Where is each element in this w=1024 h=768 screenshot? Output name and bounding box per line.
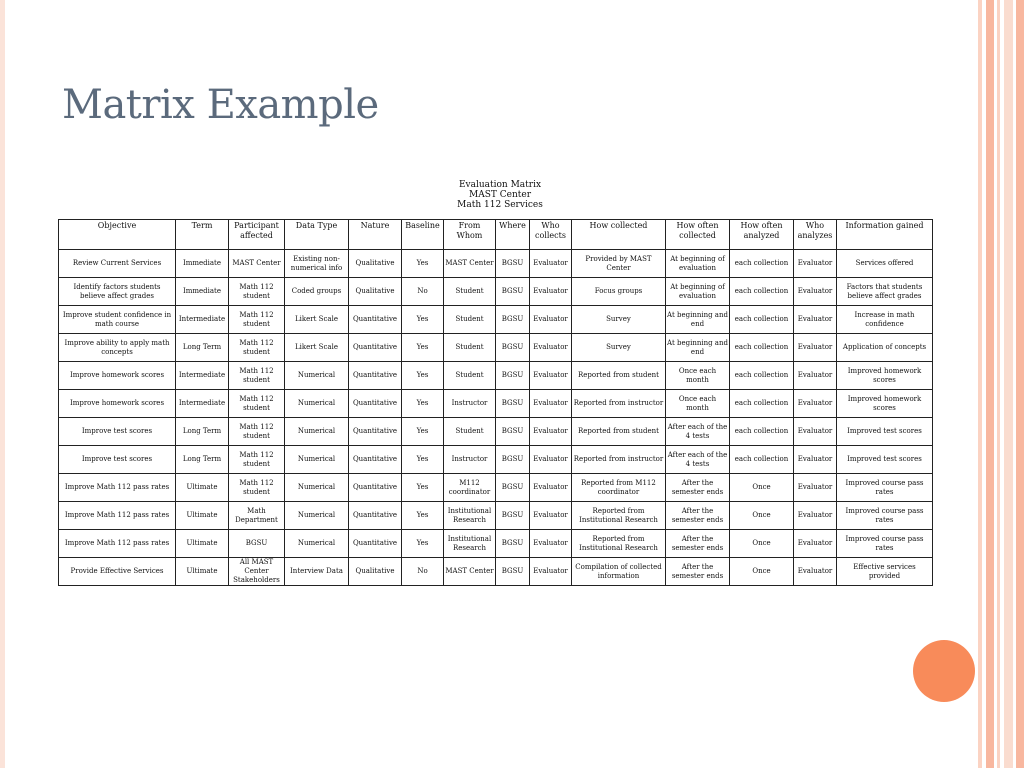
table-row <box>59 418 933 446</box>
table-cell: Ultimate <box>176 530 229 558</box>
table-cell: Evaluator <box>794 558 837 586</box>
evaluation-matrix-table <box>58 219 933 586</box>
table-cell: Reported from Institutional Research <box>572 530 666 558</box>
table-cell: Once <box>730 502 794 530</box>
column-header: Participant affected <box>229 220 285 250</box>
table-cell: Evaluator <box>794 502 837 530</box>
table-cell: Once <box>730 530 794 558</box>
table-cell: Reported from student <box>572 418 666 446</box>
table-cell: Quantitative <box>349 306 402 334</box>
table-cell: Existing non-numerical info <box>285 250 349 278</box>
table-cell: Improve Math 112 pass rates <box>59 474 176 502</box>
column-header: Term <box>176 220 229 250</box>
column-header: Who collects <box>530 220 572 250</box>
table-cell: Student <box>444 362 496 390</box>
matrix-header-row <box>59 220 933 250</box>
table-cell: Reported from student <box>572 362 666 390</box>
table-cell: BGSU <box>229 530 285 558</box>
table-cell: Evaluator <box>794 306 837 334</box>
table-cell: Yes <box>402 362 444 390</box>
table-cell: Evaluator <box>530 502 572 530</box>
table-cell: Yes <box>402 530 444 558</box>
table-cell: Evaluator <box>530 362 572 390</box>
table-cell: Math 112 student <box>229 474 285 502</box>
table-cell: Provided by MAST Center <box>572 250 666 278</box>
column-header: Who analyzes <box>794 220 837 250</box>
table-cell: BGSU <box>496 418 530 446</box>
table-cell: Services offered <box>837 250 933 278</box>
table-cell: BGSU <box>496 306 530 334</box>
table-cell: Survey <box>572 306 666 334</box>
table-cell: BGSU <box>496 278 530 306</box>
table-cell: Immediate <box>176 250 229 278</box>
table-cell: At beginning of evaluation <box>666 250 730 278</box>
table-cell: Likert Scale <box>285 334 349 362</box>
table-cell: At beginning of evaluation <box>666 278 730 306</box>
decorative-stripe <box>978 0 982 768</box>
table-cell: Evaluator <box>530 474 572 502</box>
table-row <box>59 362 933 390</box>
table-cell: Improve ability to apply math concepts <box>59 334 176 362</box>
table-cell: Yes <box>402 250 444 278</box>
column-header: Where <box>496 220 530 250</box>
column-header: From Whom <box>444 220 496 250</box>
decorative-circle <box>913 640 975 702</box>
table-cell: Improve test scores <box>59 446 176 474</box>
table-cell: Long Term <box>176 334 229 362</box>
table-cell: Student <box>444 278 496 306</box>
table-cell: Math 112 student <box>229 306 285 334</box>
table-cell: After each of the 4 tests <box>666 418 730 446</box>
matrix-title: Evaluation Matrix <box>458 180 542 190</box>
table-cell: Improved course pass rates <box>837 530 933 558</box>
table-cell: BGSU <box>496 390 530 418</box>
table-cell: MAST Center <box>229 250 285 278</box>
table-cell: each collection <box>730 250 794 278</box>
table-cell: Quantitative <box>349 446 402 474</box>
table-cell: Quantitative <box>349 390 402 418</box>
column-header: Data Type <box>285 220 349 250</box>
table-cell: At beginning and end <box>666 334 730 362</box>
table-cell: Math Department <box>229 502 285 530</box>
table-row <box>59 446 933 474</box>
table-cell: Evaluator <box>794 390 837 418</box>
table-cell: Reported from instructor <box>572 446 666 474</box>
table-cell: Reported from Institutional Research <box>572 502 666 530</box>
table-cell: Yes <box>402 334 444 362</box>
table-cell: Improve homework scores <box>59 390 176 418</box>
table-cell: Increase in math confidence <box>837 306 933 334</box>
table-cell: At beginning and end <box>666 306 730 334</box>
table-cell: Improve homework scores <box>59 362 176 390</box>
table-cell: Evaluator <box>530 530 572 558</box>
table-cell: Evaluator <box>794 362 837 390</box>
table-cell: Student <box>444 418 496 446</box>
table-cell: Evaluator <box>530 250 572 278</box>
table-cell: Improve student confidence in math course <box>59 306 176 334</box>
table-cell: Reported from instructor <box>572 390 666 418</box>
table-cell: After the semester ends <box>666 530 730 558</box>
table-cell: Improve test scores <box>59 418 176 446</box>
table-cell: Improved course pass rates <box>837 502 933 530</box>
table-cell: MAST Center <box>444 250 496 278</box>
table-cell: Yes <box>402 502 444 530</box>
table-cell: Evaluator <box>794 334 837 362</box>
table-cell: Once <box>730 558 794 586</box>
table-cell: After the semester ends <box>666 474 730 502</box>
table-cell: M112 coordinator <box>444 474 496 502</box>
table-cell: Yes <box>402 474 444 502</box>
evaluation-matrix <box>58 219 932 586</box>
table-row <box>59 250 933 278</box>
table-cell: Numerical <box>285 362 349 390</box>
table-cell: Improve Math 112 pass rates <box>59 530 176 558</box>
table-cell: Qualitative <box>349 558 402 586</box>
table-cell: Math 112 student <box>229 334 285 362</box>
table-cell: each collection <box>730 446 794 474</box>
table-cell: Improved course pass rates <box>837 474 933 502</box>
table-cell: No <box>402 278 444 306</box>
table-cell: Evaluator <box>530 334 572 362</box>
table-row <box>59 530 933 558</box>
table-cell: BGSU <box>496 362 530 390</box>
table-cell: Math 112 student <box>229 362 285 390</box>
table-cell: Improved test scores <box>837 418 933 446</box>
table-cell: Qualitative <box>349 250 402 278</box>
table-cell: Math 112 student <box>229 418 285 446</box>
table-cell: Survey <box>572 334 666 362</box>
table-cell: Yes <box>402 306 444 334</box>
table-cell: Once each month <box>666 390 730 418</box>
table-cell: Likert Scale <box>285 306 349 334</box>
table-cell: Numerical <box>285 390 349 418</box>
table-row <box>59 278 933 306</box>
column-header: How often analyzed <box>730 220 794 250</box>
table-cell: Numerical <box>285 502 349 530</box>
table-row <box>59 390 933 418</box>
table-cell: BGSU <box>496 446 530 474</box>
table-cell: Evaluator <box>794 278 837 306</box>
table-cell: Evaluator <box>794 530 837 558</box>
column-header: Information gained <box>837 220 933 250</box>
table-cell: Institutional Research <box>444 502 496 530</box>
table-cell: Evaluator <box>530 558 572 586</box>
table-cell: Evaluator <box>794 446 837 474</box>
table-cell: Math 112 student <box>229 446 285 474</box>
table-cell: Quantitative <box>349 474 402 502</box>
table-cell: Effective services provided <box>837 558 933 586</box>
table-cell: each collection <box>730 390 794 418</box>
table-cell: Reported from M112 coordinator <box>572 474 666 502</box>
table-cell: each collection <box>730 334 794 362</box>
table-cell: Student <box>444 334 496 362</box>
table-cell: Math 112 student <box>229 278 285 306</box>
table-cell: BGSU <box>496 334 530 362</box>
table-cell: BGSU <box>496 474 530 502</box>
table-cell: Once <box>730 474 794 502</box>
table-cell: Ultimate <box>176 502 229 530</box>
table-cell: All MAST Center Stakeholders <box>229 558 285 586</box>
table-cell: Immediate <box>176 278 229 306</box>
matrix-document-header <box>440 180 560 210</box>
table-cell: Institutional Research <box>444 530 496 558</box>
table-cell: Yes <box>402 390 444 418</box>
table-cell: Evaluator <box>530 306 572 334</box>
table-cell: Evaluator <box>530 278 572 306</box>
decorative-stripe <box>997 0 1000 768</box>
column-header: Objective <box>59 220 176 250</box>
table-cell: Evaluator <box>530 418 572 446</box>
table-cell: Ultimate <box>176 474 229 502</box>
table-cell: Compilation of collected information <box>572 558 666 586</box>
table-cell: Student <box>444 306 496 334</box>
table-cell: Improved test scores <box>837 446 933 474</box>
table-cell: Application of concepts <box>837 334 933 362</box>
table-cell: Instructor <box>444 446 496 474</box>
decorative-stripe <box>1016 0 1024 768</box>
table-cell: Review Current Services <box>59 250 176 278</box>
table-cell: Long Term <box>176 418 229 446</box>
table-row <box>59 334 933 362</box>
table-cell: Intermediate <box>176 362 229 390</box>
table-cell: Numerical <box>285 530 349 558</box>
table-cell: Improve Math 112 pass rates <box>59 502 176 530</box>
slide-title: Matrix Example <box>62 82 379 128</box>
table-cell: Math 112 student <box>229 390 285 418</box>
table-cell: each collection <box>730 418 794 446</box>
table-cell: BGSU <box>496 530 530 558</box>
decorative-stripe <box>1004 0 1013 768</box>
table-cell: Evaluator <box>794 418 837 446</box>
table-cell: Factors that students believe affect grades <box>837 278 933 306</box>
table-row <box>59 474 933 502</box>
table-cell: BGSU <box>496 250 530 278</box>
decorative-stripe <box>986 0 994 768</box>
table-cell: Quantitative <box>349 334 402 362</box>
table-cell: BGSU <box>496 502 530 530</box>
table-row <box>59 558 933 586</box>
table-cell: Focus groups <box>572 278 666 306</box>
table-cell: Quantitative <box>349 418 402 446</box>
table-cell: Yes <box>402 418 444 446</box>
table-cell: MAST Center <box>444 558 496 586</box>
table-cell: Intermediate <box>176 390 229 418</box>
table-cell: Quantitative <box>349 502 402 530</box>
table-row <box>59 502 933 530</box>
table-cell: Coded groups <box>285 278 349 306</box>
table-cell: Improved homework scores <box>837 362 933 390</box>
table-cell: Identify factors students believe affect grades <box>59 278 176 306</box>
column-header: Nature <box>349 220 402 250</box>
table-cell: Intermediate <box>176 306 229 334</box>
matrix-body <box>59 250 933 586</box>
table-cell: Numerical <box>285 474 349 502</box>
slide-left-border <box>0 0 5 768</box>
table-cell: Numerical <box>285 418 349 446</box>
table-cell: Evaluator <box>530 390 572 418</box>
table-cell: After the semester ends <box>666 558 730 586</box>
table-cell: Interview Data <box>285 558 349 586</box>
table-cell: After the semester ends <box>666 502 730 530</box>
matrix-subtitle: Math 112 Services <box>457 200 543 210</box>
table-cell: Ultimate <box>176 558 229 586</box>
matrix-organization: MAST Center <box>469 190 531 200</box>
table-cell: Once each month <box>666 362 730 390</box>
table-cell: Long Term <box>176 446 229 474</box>
table-cell: Quantitative <box>349 362 402 390</box>
table-cell: After each of the 4 tests <box>666 446 730 474</box>
table-cell: Improved homework scores <box>837 390 933 418</box>
table-cell: Evaluator <box>530 446 572 474</box>
table-cell: Instructor <box>444 390 496 418</box>
table-cell: Provide Effective Services <box>59 558 176 586</box>
table-cell: each collection <box>730 362 794 390</box>
table-cell: Numerical <box>285 446 349 474</box>
column-header: How often collected <box>666 220 730 250</box>
table-cell: No <box>402 558 444 586</box>
table-cell: each collection <box>730 278 794 306</box>
column-header: How collected <box>572 220 666 250</box>
table-cell: BGSU <box>496 558 530 586</box>
column-header: Baseline <box>402 220 444 250</box>
table-cell: Qualitative <box>349 278 402 306</box>
table-cell: Evaluator <box>794 474 837 502</box>
table-cell: Yes <box>402 446 444 474</box>
table-cell: Quantitative <box>349 530 402 558</box>
table-cell: each collection <box>730 306 794 334</box>
table-cell: Evaluator <box>794 250 837 278</box>
table-row <box>59 306 933 334</box>
